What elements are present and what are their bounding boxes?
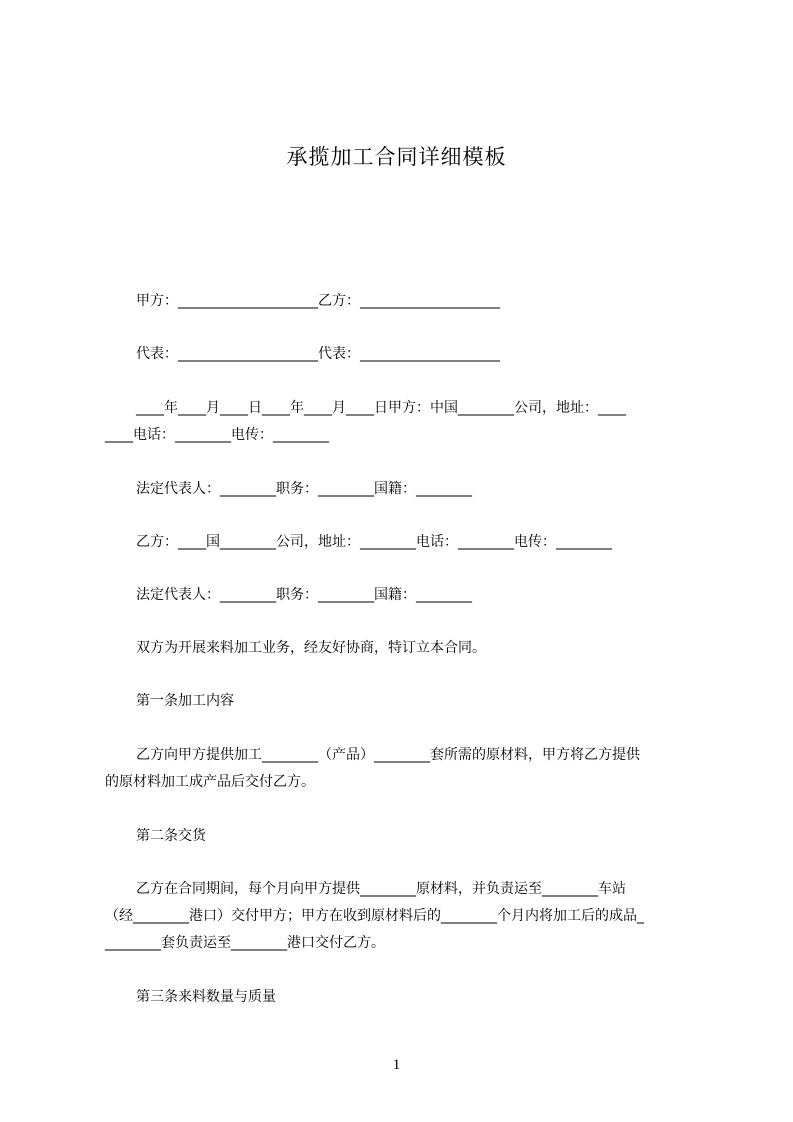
article-1-heading: 第一条加工内容 xyxy=(136,693,234,709)
article-2-text-line-3: ________套负责运至________港口交付乙方。 xyxy=(105,935,385,951)
representative-line: 代表：____________________代表：____________________ xyxy=(136,346,500,362)
party-b-legal-rep-line: 法定代表人：________职务：________国籍：________ xyxy=(136,587,472,603)
party-a-contact-line: ____电话：________电传：________ xyxy=(105,427,329,443)
article-2-text-line-2: （经________港口）交付甲方；甲方在收到原材料后的________个月内将加工后的成品_ xyxy=(105,908,644,924)
article-2-heading: 第二条交货 xyxy=(136,828,206,844)
page-number: 1 xyxy=(392,1057,401,1073)
article-3-heading: 第三条来料数量与质量 xyxy=(136,989,276,1005)
preamble-line: 双方为开展来料加工业务，经友好协商，特订立本合同。 xyxy=(136,640,486,656)
date-party-a-line: ____年____月____日____年____月____日甲方：中国________公司，地址：____ xyxy=(136,400,626,416)
party-a-legal-rep-line: 法定代表人：________职务：________国籍：________ xyxy=(136,481,472,497)
party-b-line: 乙方：____国________公司，地址：________电话：________电传：________ xyxy=(136,534,612,550)
article-2-text-line-1: 乙方在合同期间，每个月向甲方提供________原材料，并负责运至________车站 xyxy=(136,881,626,897)
party-line: 甲方：____________________乙方：____________________ xyxy=(136,293,500,309)
document-title: 承揽加工合同详细模板 xyxy=(286,145,507,169)
article-1-text-line-2: 的原材料加工成产品后交付乙方。 xyxy=(105,774,315,790)
article-1-text-line-1: 乙方向甲方提供加工________（产品）________套所需的原材料，甲方将乙方提供 xyxy=(136,747,640,763)
